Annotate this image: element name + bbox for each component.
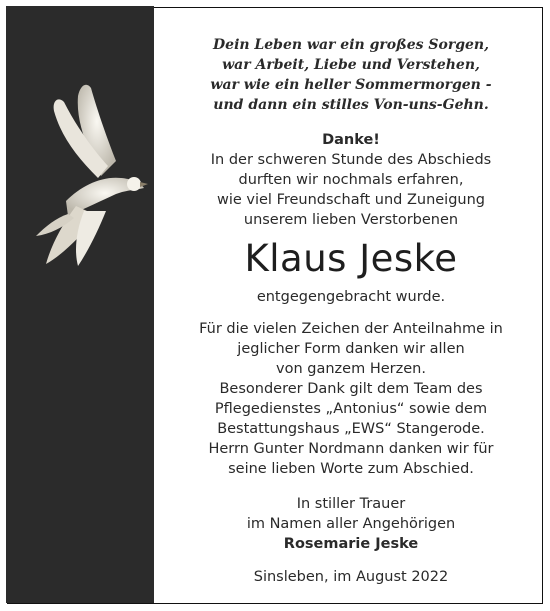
danke-line: wie viel Freundschaft und Zuneigung [216,192,485,208]
deceased-name: Klaus Jeske [244,237,458,280]
dark-side-band [6,6,154,603]
thanks-line: jeglicher Form danken wir allen [237,341,465,357]
danke-heading: Danke! [322,132,380,148]
after-name-line: entgegengebracht wurde. [256,289,446,305]
closing-block [158,494,544,534]
poem-line: war Arbeit, Liebe und Verstehen, [222,57,480,73]
poem [158,35,544,115]
thanks-line: Für die vielen Zeichen der Anteilnahme in [199,321,503,337]
closing-line: im Namen aller Angehörigen [246,516,456,532]
obituary-text [158,0,544,611]
thanks-paragraph [158,319,544,479]
thanks-line: Besonderer Dank gilt dem Team des [219,381,483,397]
poem-line: und dann ein stilles Von-uns-Gehn. [213,97,489,113]
dove-icon [6,66,166,266]
thanks-line: seine lieben Worte zum Abschied. [228,461,474,477]
signer-name: Rosemarie Jeske [283,536,419,552]
thanks-line: Bestattungshaus „EWS“ Stangerode. [217,421,485,437]
thanks-line: von ganzem Herzen. [276,361,426,377]
poem-line: Dein Leben war ein großes Sorgen, [213,37,489,53]
danke-line: unserem lieben Verstorbenen [243,212,459,228]
poem-line: war wie ein heller Sommermorgen - [210,77,492,93]
thanks-line: Herrn Gunter Nordmann danken wir für [208,441,494,457]
danke-line: durften wir nochmals erfahren, [238,172,464,188]
closing-line: In stiller Trauer [296,496,406,512]
danke-paragraph [158,150,544,230]
place-date: Sinsleben, im August 2022 [253,569,449,585]
thanks-line: Pflegedienstes „Antonius“ sowie dem [214,401,488,417]
danke-line: In der schweren Stunde des Abschieds [210,152,492,168]
